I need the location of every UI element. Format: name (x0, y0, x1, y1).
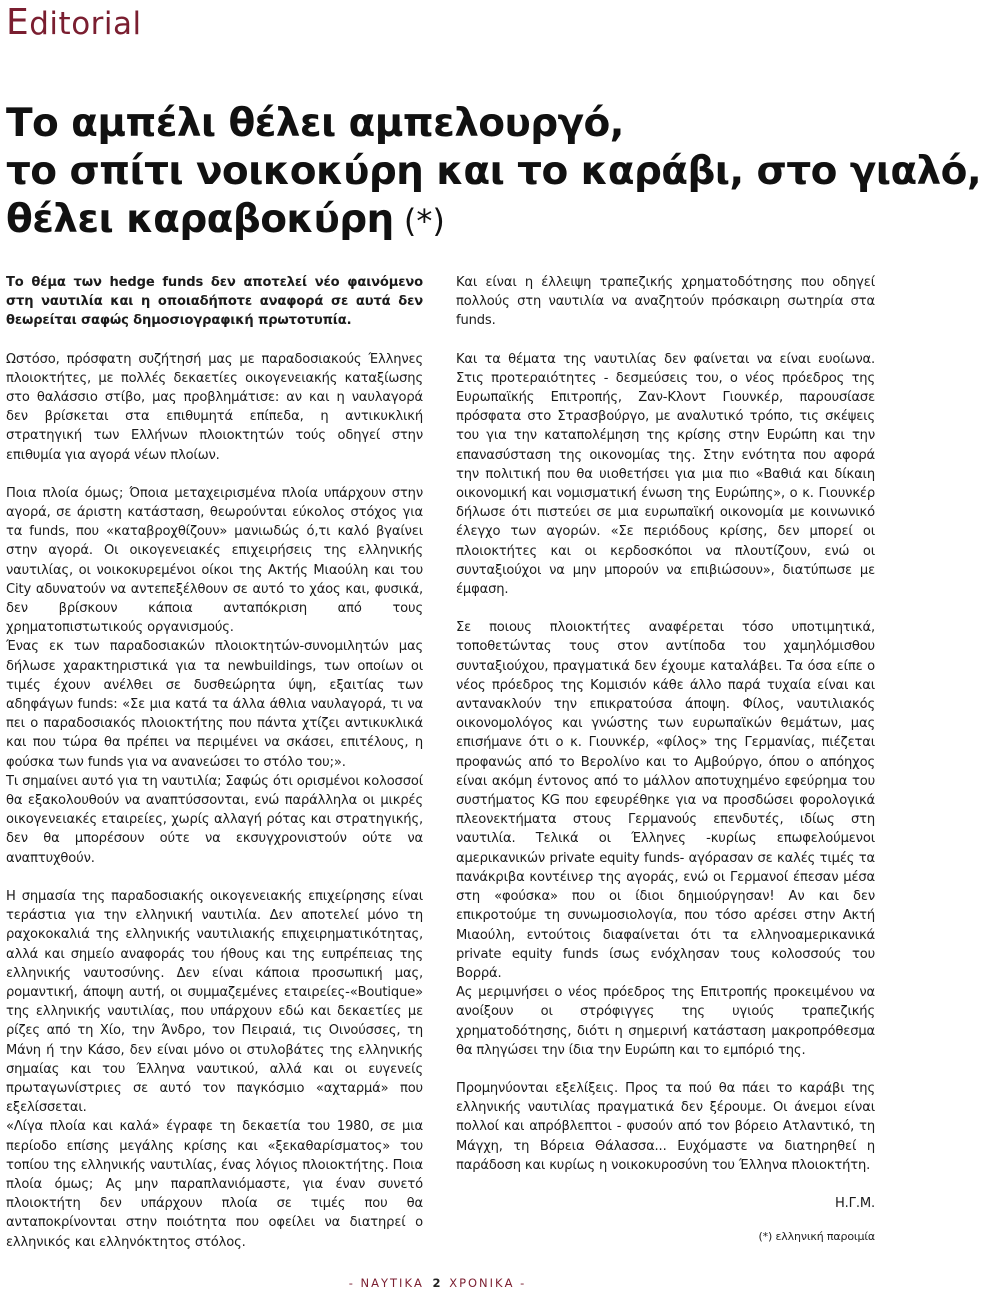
lead-paragraph: Το θέμα των hedge funds δεν αποτελεί νέο φαινόμενο στη ναυτιλία και η οποιαδήποτε αναφορά σε αυτά δεν θεωρείται σαφώς δημοσιογραφική πρωτοτυπία. (6, 275, 423, 329)
headline (6, 100, 981, 245)
page-footer (0, 1276, 875, 1290)
body-paragraph: Προμηνύονται εξελίξεις. Προς τα πού θα πάει το καράβι της ελληνικής ναυτιλίας πραγματικά δεν ξέρουμε. Οι άνεμοι είναι πολλοί και απρόβλεπτοι - φυσούν από τον βόρειο Ατλαντικό, τη Μάγχη, τη Βόρεια Θάλασσα... Ευχόμαστε να διατηρηθεί η παράδοση και κυρίως η νοικοκυροσύνη του Έλληνα πλοιοκτήτη. (456, 1080, 875, 1173)
article-column-right (456, 273, 875, 1246)
author-signature: Η.Γ.Μ. (834, 1195, 875, 1211)
section-label-rest: ditorial (29, 6, 142, 42)
body-paragraph: Ποια πλοία όμως; Όποια μεταχειρισμένα πλοία υπάρχουν στην αγορά, σε άριστη κατάσταση, θεωρούνται εύκολος στόχος για τα funds, που «καταβροχθίζουν» μανιωδώς ό,τι καλό βγαίνει στην αγορά. Οι οικογενειακές επιχειρήσεις της ελληνικής ναυτιλίας, οι νοικοκυρεμένοι οίκοι της Ακτής Μιαούλη και του City αδυνατούν να αντεπεξέλθουν σε αυτό το χάος και, φυσικά, δεν βρίσκουν κάποια ανταπόκριση από τους χρηματοπιστωτικούς οργανισμούς. (6, 485, 423, 636)
body-paragraph: Και τα θέματα της ναυτιλίας δεν φαίνεται να είναι ευοίωνα. Στις προτεραιότητες - δεσμεύσεις του, ο νέος πρόεδρος της Ευρωπαϊκής Επιτροπής, Ζαν-Κλοντ Γιουνκέρ, παρουσίασε πρόσφατα στο Στρασβούργο, με αναλυτικό τρόπο, τις σκέψεις του για την καταπολέμηση της κρίσης στην Ευρώπη και την επανασύσταση της οικονομίας της. Στην ενότητα που αφορά την πολιτική που θα υιοθετήσει για μια πιο «Βαθιά και δίκαιη οικονομική και νομισματική ένωση της Ευρώπης», ο κ. Γιουνκέρ δήλωσε ότι πιστεύει σε μια ευρωπαϊκή οικονομία με κοινωνικό έλεγχο των αγορών. «Σε περιόδους κρίσης, δεν μπορεί οι πλοιοκτήτες και οι κερδοσκόποι να πλουτίζουν, ενώ οι συνταξιούχοι να μην μπορούν να επιβιώσουν», διατύπωσε με έμφαση. (456, 351, 875, 598)
footer-magazine-left: - ΝΑΥΤΙΚΑ (348, 1276, 424, 1290)
article-column-left (6, 273, 423, 1252)
headline-line-2: το σπίτι νοικοκύρη και το καράβι, στο γιαλό, (6, 149, 981, 194)
section-label (6, 2, 142, 46)
body-paragraph: Ένας εκ των παραδοσιακών πλοιοκτητών-συνομιλητών μας δήλωσε χαρακτηριστικά για τα newbuildings, των οποίων οι τιμές έχουν ανέλθει σε δυσθεώρητα ύψη, εξαιτίας των αδηφάγων funds: «Σε μια κατά τα άλλα άθλια ναυλαγορά, τι να πει ο παραδοσιακός πλοιοκτήτης που πάντα χτίζει αντικυκλικά και που τώρα θα πρέπει να περιμένει να σκάσει, επιτέλους, η φούσκα των funds για να ανανεώσει το στόλο του;». (6, 639, 423, 770)
body-paragraph: Η σημασία της παραδοσιακής οικογενειακής επιχείρησης είναι τεράστια για την ελληνική ναυτιλία. Δεν αποτελεί μόνο τη ραχοκοκαλιά της ελληνικής ναυτιλιακής επιχειρηματικότητας, αλλά και σημείο αναφοράς του ήθους και της ευπρέπειας της ελληνικής ναυτοσύνης. Δεν είναι κάποια προσωπική μας, ρομαντική, άποψη αυτή, οι συμμαζεμένες εταιρείες-«Boutique» της ελληνικής ναυτιλίας, που υπάρχουν εδώ και δεκαετίες με ρίζες από τη Χίο, την Άνδρο, τον Πειραιά, τις Οινούσσες, τη Μάνη ή την Κάσο, δεν είναι μόνο οι στυλοβάτες της ελληνικής σημαίας και του Έλληνα ναυτικού, αλλά και οι ευγενείς πρωταγωνίστριες σε αυτό τον παγκόσμιο «αχταρμά» που εξελίσσεται. (6, 888, 423, 1116)
headline-line-3-text: θέλει καραβοκύρη (6, 197, 394, 242)
footnote: (*) ελληνική παροιμία (758, 1230, 875, 1244)
body-paragraph: Και είναι η έλλειψη τραπεζικής χρηματοδότησης που οδηγεί πολλούς στη ναυτιλία να αναζητούν πρόσκαιρη σωτηρία στα funds. (456, 275, 875, 329)
body-paragraph: Τι σημαίνει αυτό για τη ναυτιλία; Σαφώς ότι ορισμένοι κολοσσοί θα εξακολουθούν να αναπτύσσονται, ενώ παράλληλα οι μικρές οικογενειακές εταιρείες, χωρίς αλλαγή ρότας και στρατηγικής, δεν θα μπορέσουν ούτε να εκσυγχρονιστούν ούτε να αναπτυχθούν. (6, 773, 423, 866)
body-paragraph: Ωστόσο, πρόσφατη συζήτησή μας με παραδοσιακούς Έλληνες πλοιοκτήτες, με πολλές δεκαετίες οικογενειακής καταξίωσης στο θαλάσσιο στίβο, μας προβλημάτισε: αν και η ναυλαγορά δεν βρίσκεται στα επιθυμητά επίπεδα, η αντικυκλική στρατηγική των Ελλήνων πλοιοκτητών τούς οδηγεί στην επιθυμία για αγορά νέων πλοίων. (6, 351, 423, 463)
headline-line-3 (6, 196, 872, 245)
footer-magazine-right: ΧΡΟΝΙΚΑ - (449, 1276, 527, 1290)
body-paragraph: Ας μεριμνήσει ο νέος πρόεδρος της Επιτροπής προκειμένου να ανοίξουν οι στρόφιγγες της υγιούς τραπεζικής χρηματοδότησης, διότι η σημερινή κατάσταση μακροπρόθεσμα θα πληγώσει την ίδια την Ευρώπη και το εμπόριό της. (456, 985, 875, 1058)
headline-footnote-mark: (*) (393, 202, 445, 240)
body-paragraph: «Λίγα πλοία και καλά» έγραφε τη δεκαετία του 1980, σε μια περίοδο επίσης μεγάλης κρίσης και «ξεκαθαρίσματος» του τοπίου της ελληνικής ναυτιλίας, ένας λόγιος πλοιοκτήτης. Ποια πλοία όμως; Ας μην παραπλανιόμαστε, για έναν συνετό πλοιοκτήτη δεν υπάρχουν πλοία σε τιμές που θα ανταποκρίνονται στην ποιότητα που οφείλει να διατηρεί ο ελληνικός και ελληνόκτητος στόλος. (6, 1119, 423, 1250)
section-label-initial: E (6, 2, 30, 43)
headline-line-1: Το αμπέλι θέλει αμπελουργό, (6, 101, 624, 146)
page-number: 2 (432, 1276, 441, 1290)
body-paragraph: Σε ποιους πλοιοκτήτες αναφέρεται τόσο υποτιμητικά, τοποθετώντας τους στον αντίποδα του χαμηλόμισθου συνταξιούχου, πραγματικά δεν έχουμε καταλάβει. Τα όσα είπε ο νέος πρόεδρος της Κομισιόν κάθε άλλο παρά τυχαία είναι και αντανακλούν την επικρατούσα άποψη. Φίλος, ναυτιλιακός οικονομολόγος και γνώστης των ευρωπαϊκών θεμάτων, μας επισήμανε ότι ο κ. Γιουνκέρ, «φίλος» της Γερμανίας, πιέζεται προφανώς από το Βερολίνο και το Αμβούργο, όπου ο απόηχος είναι ακόμη έντονος από το μάλλον αποτυχημένο εφεύρημα του συστήματος KG που εφευρέθηκε για να προσδώσει φορολογικά πλεονεκτήματα στους Γερμανούς επενδυτές, ιδίως στη ναυτιλία. Τελικά οι Έλληνες -κυρίως επωφελούμενοι αμερικανικών private equity funds- αγόρασαν σε καλές τιμές τα πανάκριβα κοντέινερ της αγοράς, ενώ οι Γερμανοί έπεσαν μέσα στη «φούσκα» που οι ίδιοι δημιούργησαν! Αν και δεν επικροτούμε τη συνωμοσιολογία, που τόσο αρέσει στην Ακτή Μιαούλη, εντούτοις διαφαίνεται ότι τα ελληνοαμερικανικά private equity funds ίσως ενόχλησαν τους κολοσσούς του Βορρά. (456, 620, 875, 981)
